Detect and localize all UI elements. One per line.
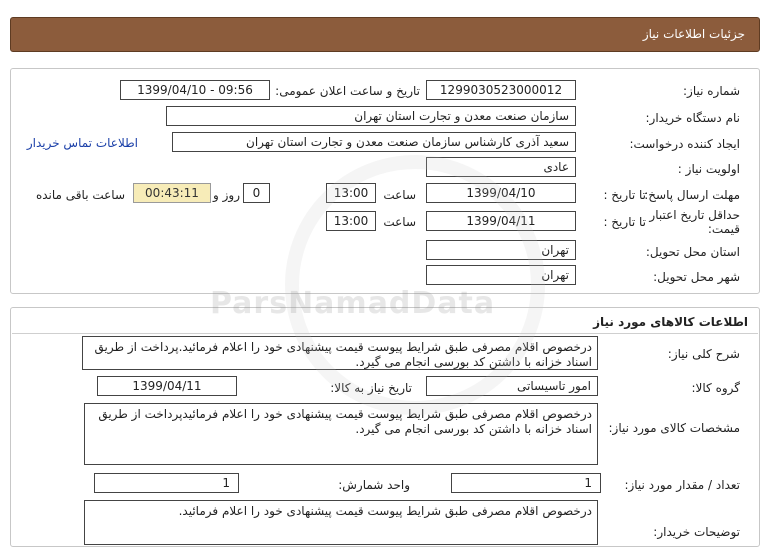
- desc-field: درخصوص اقلام مصرفی طبق شرایط پیوست قیمت پیشنهادی خود را اعلام فرمائید.پرداخت از طریق اسناد خزانه با داشتن کد بورسی انجام می گیرد.: [82, 336, 598, 370]
- priority-field: عادی: [426, 157, 576, 177]
- need-number-field: 1299030523000012: [426, 80, 576, 100]
- province-label: استان محل تحویل:: [645, 245, 740, 259]
- deadline-time-label: ساعت: [383, 188, 416, 202]
- priority-label: اولویت نیاز :: [677, 162, 740, 176]
- announce-field: 1399/04/10 - 09:56: [120, 80, 270, 100]
- desc-label: شرح کلی نیاز:: [667, 347, 740, 361]
- group-label: گروه کالا:: [691, 381, 740, 395]
- watermark-text: ParsNamadData: [210, 286, 496, 321]
- deadline-time-field: 13:00: [326, 183, 376, 203]
- city-field: تهران: [426, 265, 576, 285]
- validity-date-field: 1399/04/11: [426, 211, 576, 231]
- requester-field: سعید آذری کارشناس سازمان صنعت معدن و تجارت استان تهران: [172, 132, 576, 152]
- group-field: امور تاسیساتی: [426, 376, 598, 396]
- page-header: [10, 17, 760, 52]
- days-field: 0: [243, 183, 270, 203]
- goods-section-title: اطلاعات کالاهای مورد نیاز: [593, 315, 748, 329]
- validity-time-label: ساعت: [383, 215, 416, 229]
- page-title: جزئیات اطلاعات نیاز: [642, 27, 745, 41]
- validity-time-field: 13:00: [326, 211, 376, 231]
- unit-field: 1: [94, 473, 239, 493]
- qty-label: تعداد / مقدار مورد نیاز:: [624, 478, 740, 492]
- buyer-org-field: سازمان صنعت معدن و تجارت استان تهران: [166, 106, 576, 126]
- deadline-label: مهلت ارسال پاسخ:: [644, 188, 740, 202]
- province-field: تهران: [426, 240, 576, 260]
- specs-label: مشخصات کالای مورد نیاز:: [608, 421, 740, 435]
- need-date-field: 1399/04/11: [97, 376, 237, 396]
- validity-until-label: تا تاریخ :: [603, 215, 646, 229]
- city-label: شهر محل تحویل:: [653, 270, 740, 284]
- remaining-time-label: ساعت باقی مانده: [35, 188, 125, 202]
- need-date-label: تاریخ نیاز به کالا:: [330, 381, 412, 395]
- specs-field: درخصوص اقلام مصرفی طبق شرایط پیوست قیمت پیشنهادی خود را اعلام فرمائیدپرداخت از طریق اسناد خزانه با داشتن کد بورسی انجام می گیرد.: [84, 403, 598, 465]
- watermark-seal: [285, 155, 545, 415]
- buyer-notes-field: درخصوص اقلام مصرفی طبق شرایط پیوست قیمت پیشنهادی خود را اعلام فرمائید.: [84, 500, 598, 545]
- requester-label: ایجاد کننده درخواست:: [629, 137, 740, 151]
- deadline-date-field: 1399/04/10: [426, 183, 576, 203]
- validity-label: حداقل تاریخ اعتبار قیمت:: [649, 208, 740, 236]
- remaining-time-field: 00:43:11: [133, 183, 211, 203]
- deadline-until-label: تا تاریخ :: [603, 188, 646, 202]
- contact-buyer-link[interactable]: اطلاعات تماس خریدار: [26, 136, 138, 150]
- unit-label: واحد شمارش:: [338, 478, 410, 492]
- qty-field: 1: [451, 473, 601, 493]
- need-number-label: شماره نیاز:: [683, 84, 740, 98]
- buyer-notes-label: توضیحات خریدار:: [653, 525, 740, 539]
- announce-label: تاریخ و ساعت اعلان عمومی:: [275, 84, 420, 98]
- buyer-org-label: نام دستگاه خریدار:: [645, 111, 740, 125]
- days-label: روز و: [213, 188, 240, 202]
